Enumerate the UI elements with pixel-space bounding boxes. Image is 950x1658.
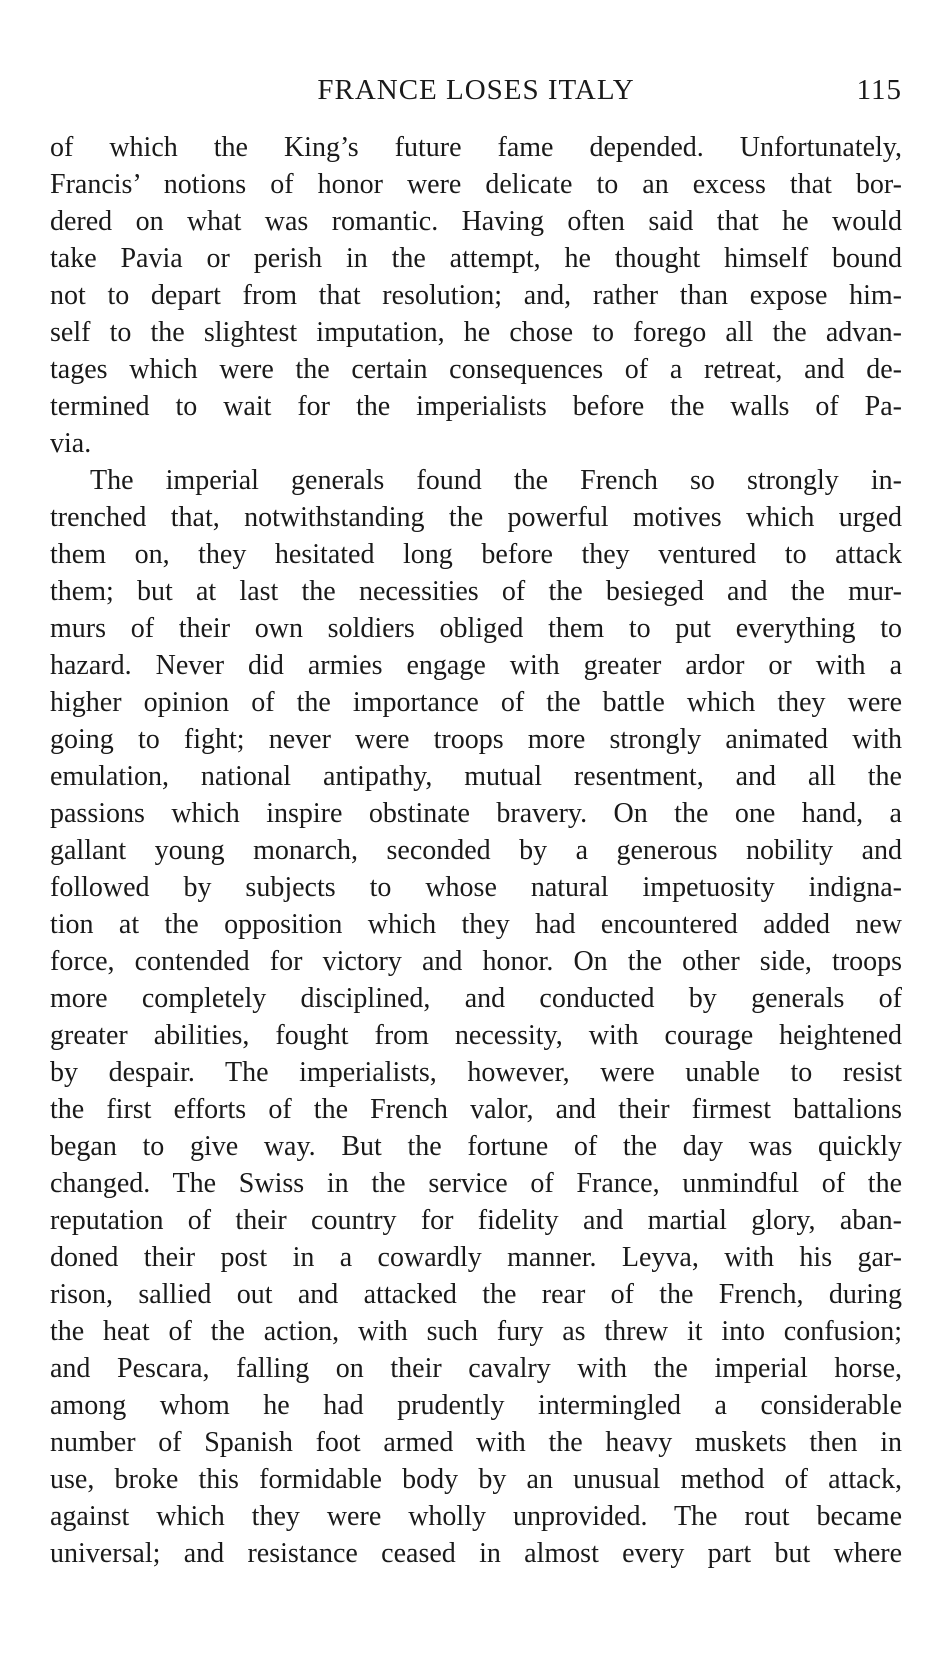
text-line: reputation of their country for fidelity and martial glory, aban-	[50, 1205, 902, 1236]
text-line: followed by subjects to whose natural impetuosity indigna-	[50, 872, 902, 903]
text-line: rison, sallied out and attacked the rear of the French, during	[50, 1279, 902, 1310]
text-line: more completely disciplined, and conducted by generals of	[50, 983, 902, 1014]
text-line: take Pavia or perish in the attempt, he thought himself bound	[50, 243, 902, 274]
text-line: use, broke this formidable body by an unusual method of attack,	[50, 1464, 902, 1495]
text-line: doned their post in a cowardly manner. Leyva, with his gar-	[50, 1242, 902, 1273]
text-line: dered on what was romantic. Having often said that he would	[50, 206, 902, 237]
text-line: emulation, national antipathy, mutual resentment, and all the	[50, 761, 902, 792]
text-line: of which the King’s future fame depended. Unfortunately,	[50, 132, 902, 163]
running-head-title: FRANCE LOSES ITALY	[317, 74, 635, 106]
text-line: tion at the opposition which they had encountered added new	[50, 909, 902, 940]
text-line: gallant young monarch, seconded by a generous nobility and	[50, 835, 902, 866]
text-line: murs of their own soldiers obliged them to put everything to	[50, 613, 902, 644]
text-line: higher opinion of the importance of the battle which they were	[50, 687, 902, 718]
text-line-paragraph-end: via.	[50, 428, 92, 459]
text-line: universal; and resistance ceased in almost every part but where	[50, 1538, 902, 1569]
text-line: trenched that, notwithstanding the powerful motives which urged	[50, 502, 902, 533]
text-line: greater abilities, fought from necessity, with courage heightened	[50, 1020, 902, 1051]
page-number: 115	[856, 74, 902, 106]
text-line: the first efforts of the French valor, and their firmest battalions	[50, 1094, 902, 1125]
text-line: going to fight; never were troops more strongly animated with	[50, 724, 902, 755]
body-text	[50, 129, 902, 1572]
text-line-paragraph-start: The imperial generals found the French so strongly in-	[90, 465, 902, 496]
text-line: by despair. The imperialists, however, were unable to resist	[50, 1057, 902, 1088]
text-line: tages which were the certain consequences of a retreat, and de-	[50, 354, 902, 385]
text-line: against which they were wholly unprovided. The rout became	[50, 1501, 902, 1532]
text-line: hazard. Never did armies engage with greater ardor or with a	[50, 650, 902, 681]
text-line: began to give way. But the fortune of the day was quickly	[50, 1131, 902, 1162]
text-line: not to depart from that resolution; and, rather than expose him-	[50, 280, 902, 311]
text-line: passions which inspire obstinate bravery. On the one hand, a	[50, 798, 902, 829]
text-line: termined to wait for the imperialists before the walls of Pa-	[50, 391, 902, 422]
text-line: Francis’ notions of honor were delicate to an excess that bor-	[50, 169, 902, 200]
text-line: and Pescara, falling on their cavalry with the imperial horse,	[50, 1353, 902, 1384]
page-header	[50, 70, 902, 110]
text-line: changed. The Swiss in the service of France, unmindful of the	[50, 1168, 902, 1199]
text-line: the heat of the action, with such fury as threw it into confusion;	[50, 1316, 902, 1347]
text-line: number of Spanish foot armed with the heavy muskets then in	[50, 1427, 902, 1458]
text-line: self to the slightest imputation, he chose to forego all the advan-	[50, 317, 902, 348]
text-line: among whom he had prudently intermingled a considerable	[50, 1390, 902, 1421]
text-line: force, contended for victory and honor. On the other side, troops	[50, 946, 902, 977]
text-line: them on, they hesitated long before they ventured to attack	[50, 539, 902, 570]
text-line: them; but at last the necessities of the besieged and the mur-	[50, 576, 902, 607]
